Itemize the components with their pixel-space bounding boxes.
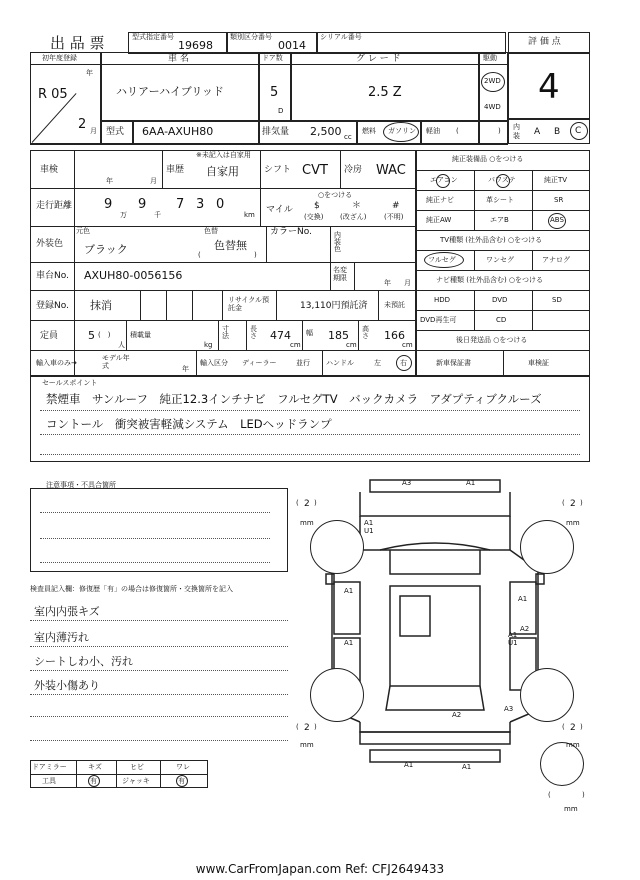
- use-label: 車歴: [166, 165, 185, 175]
- tread-rl-mm: mm: [300, 741, 314, 749]
- first-reg-month: 2: [78, 117, 87, 132]
- later-title: 後日発送品 ○をつける: [456, 336, 528, 344]
- model-no: 19698: [178, 39, 213, 52]
- sheet-title: 出 品 票: [50, 34, 105, 52]
- diesel-label: 軽油: [426, 127, 440, 135]
- dmg-rear-corner-a3: A3: [504, 705, 514, 713]
- doors-value: 5: [270, 85, 279, 100]
- capacity-unit: 人: [118, 341, 125, 349]
- import-label: 輸入車のみ→: [36, 359, 77, 367]
- mileage-digit-1: 9: [104, 197, 113, 212]
- mileage-label: 走行距離: [36, 201, 73, 211]
- mileage-digit-5: 0: [216, 197, 225, 212]
- nav-sd: SD: [552, 296, 562, 304]
- tread-fl-mm: mm: [300, 519, 314, 527]
- mileage-km: km: [244, 211, 255, 219]
- parallel-option: 並行: [296, 359, 310, 367]
- frame-label: 車台No.: [36, 271, 69, 281]
- rear-bumper: [370, 750, 500, 762]
- model-year-label: モデル年式: [102, 354, 130, 371]
- type-value: 6AA-AXUH80: [142, 125, 214, 138]
- dmg-rear-bumper-a1-left: A1: [404, 761, 414, 769]
- tire-front-left: [310, 520, 364, 574]
- capacity-value: 5: [88, 329, 95, 342]
- ninsho-value: 抹消: [90, 299, 112, 312]
- width-cm: cm: [346, 341, 357, 349]
- grade-value: 2.5 Z: [368, 85, 402, 100]
- tread-fr-mm: mm: [566, 519, 580, 527]
- type-label: 型式: [106, 127, 125, 137]
- color-no-label: カラーNo.: [270, 227, 312, 237]
- interior-label-1: 内: [513, 123, 520, 131]
- doors-suffix: D: [278, 107, 284, 115]
- color-value: ブラック: [84, 243, 128, 256]
- height-cm: cm: [402, 341, 413, 349]
- tire-front-right: [520, 520, 574, 574]
- recycle-no: 未預託: [384, 301, 405, 309]
- shift-value: CVT: [302, 163, 328, 178]
- tv-oneseg: ワンセグ: [486, 256, 514, 264]
- first-reg-label: 初年度登録: [42, 54, 77, 62]
- opt-powersteer: パワステ: [488, 176, 516, 184]
- recycle-label: リサイクル預託金: [228, 296, 270, 313]
- legend-scratch: キズ: [88, 763, 102, 771]
- legend-tools: 工具: [42, 777, 56, 785]
- drive-4wd: 4WD: [484, 103, 501, 111]
- tread-rr-mm: mm: [566, 741, 580, 749]
- use-value: 自家用: [206, 165, 239, 178]
- mileage-digit-3: 7: [176, 197, 185, 212]
- month-suffix: 月: [90, 127, 97, 135]
- opt-sr: SR: [554, 196, 564, 204]
- serial-label: シリアル番号: [320, 33, 362, 41]
- note-line-1: 室内内張キズ: [34, 605, 100, 618]
- color-change-label: 色替: [204, 227, 218, 235]
- opt-nav: 純正ナビ: [426, 196, 454, 204]
- exchange-note: (交換): [304, 213, 324, 221]
- capacity-label: 定員: [40, 331, 59, 341]
- length-value: 474: [270, 329, 291, 342]
- import-div-label: 輸入区分: [200, 359, 228, 367]
- tv-title: TV種類 (社外品含む) ○をつける: [440, 236, 543, 244]
- dmg-rear-bumper-a1-right: A1: [462, 763, 472, 771]
- int-color-label: 内装色: [334, 231, 341, 253]
- handle-right: 右: [400, 359, 407, 367]
- class-no-label: 類別区分番号: [230, 33, 272, 41]
- note-line-3: シートしわ小、汚れ: [34, 655, 133, 668]
- sales-line-2: コントール 衝突被害軽減システム LEDヘッドランプ: [46, 417, 332, 431]
- interior-grade-c: C: [575, 126, 582, 136]
- height-value: 166: [384, 329, 405, 342]
- recycle-value: 13,110円預託済: [300, 301, 368, 311]
- displacement-label: 排気量: [262, 127, 290, 137]
- ninsho-label: 登録No.: [36, 301, 69, 311]
- width-label: 幅: [306, 329, 313, 337]
- shift-label: シフト: [264, 165, 292, 175]
- shaken-month: 月: [150, 177, 157, 185]
- rear-hatch: [360, 732, 510, 744]
- hood: [360, 516, 510, 550]
- windshield: [390, 550, 480, 574]
- grade-label: グ レ ー ド: [356, 54, 401, 64]
- tread-fr: 2: [570, 499, 576, 509]
- load-unit: kg: [204, 341, 213, 349]
- legend-door-mirror: ドアミラー: [32, 763, 67, 771]
- interior-label-2: 装: [513, 132, 520, 140]
- dims-label: 寸法: [222, 325, 229, 340]
- opt-leather: 革シート: [486, 196, 514, 204]
- handle-label: ハンドル: [326, 359, 354, 367]
- interior-grade-b: B: [554, 127, 561, 137]
- shaken-year: 年: [106, 177, 113, 185]
- nav-dvd: DVD: [492, 296, 508, 304]
- later-shaken-cert: 車検証: [528, 359, 549, 367]
- color-orig-label: 元色: [76, 227, 90, 235]
- nav-cd: CD: [496, 316, 507, 324]
- dmg-right-quarter-a2: A2: [520, 625, 530, 633]
- car-name: ハリアーハイブリッド: [116, 85, 224, 98]
- drive-2wd: 2WD: [484, 77, 501, 85]
- mileage-sen: 千: [154, 211, 161, 219]
- fuel-value: ガソリン: [388, 127, 416, 135]
- doors-label: ドア数: [262, 54, 283, 62]
- shaken-label: 車検: [40, 165, 59, 175]
- site-watermark: www.CarFromJapan.com Ref: CFJ2649433: [195, 862, 445, 876]
- dmg-rear-hatch-a2: A2: [452, 711, 462, 719]
- tamper-note: (改ざん): [340, 213, 367, 221]
- sales-label: セールスポイント: [42, 379, 98, 387]
- drive-label: 駆動: [483, 54, 497, 62]
- class-no: 0014: [278, 39, 306, 52]
- mile-label: マイル: [266, 205, 293, 215]
- dmg-right-rear-a1: A1: [508, 631, 518, 639]
- dmg-right-front-door: A1: [518, 595, 528, 603]
- legend-crack: ヒビ: [130, 763, 144, 771]
- left-mirror: [326, 574, 334, 584]
- sunroof: [400, 596, 430, 636]
- legend-jack-yes: 有: [178, 777, 185, 785]
- rear-window: [386, 686, 484, 710]
- frame-value: AXUH80-0056156: [84, 269, 183, 282]
- mileage-digit-4: 3: [196, 197, 205, 212]
- nm-year: 年: [384, 279, 391, 287]
- mileage-circle-note: ○をつける: [318, 191, 353, 199]
- mileage-man: 万: [120, 211, 127, 219]
- use-note: ※未記入は自家用: [196, 151, 251, 159]
- nm-month: 月: [404, 279, 411, 287]
- tv-analog: アナログ: [542, 256, 570, 264]
- opt-tv: 純正TV: [544, 176, 568, 184]
- exchange-mark: $: [314, 201, 320, 211]
- tv-fullseg: フルセグ: [428, 256, 456, 264]
- note-line-2: 室内薄汚れ: [34, 631, 89, 644]
- opt-aircon: エアコン: [430, 176, 458, 184]
- inspector-label: 検査員記入欄：修復歴「有」の場合は修復箇所・交換箇所を記入: [30, 585, 233, 593]
- dmg-left-rear-door: A1: [344, 639, 354, 647]
- nav-title: ナビ種類 (社外品含む) ○をつける: [436, 276, 544, 284]
- tire-rear-left: [310, 668, 364, 722]
- right-mirror: [536, 574, 544, 584]
- tread-rr: 2: [570, 723, 576, 733]
- length-cm: cm: [290, 341, 301, 349]
- interior-grade-a: A: [534, 127, 541, 137]
- dmg-front-bumper-a1: A1: [466, 479, 476, 487]
- sales-line-1: 禁煙車 サンルーフ 純正12.3インチナビ フルセグTV バックカメラ アダプティブクルーズ: [46, 392, 542, 406]
- tamper-mark: ＊: [352, 201, 362, 211]
- fuel-label: 燃料: [362, 127, 376, 135]
- load-label: 積載量: [130, 331, 151, 339]
- tread-fl: 2: [304, 499, 310, 509]
- nav-dvd-play: DVD再生可: [420, 316, 457, 324]
- notes-title: 注意事項・不具合箇所: [46, 481, 116, 489]
- dmg-hood-u1: U1: [364, 527, 374, 535]
- tire-rear-right: [520, 668, 574, 722]
- score-value: 4: [538, 67, 560, 107]
- first-reg-era: R 05: [38, 87, 68, 102]
- displacement-value: 2,500: [310, 125, 342, 138]
- unknown-mark: #: [392, 201, 400, 211]
- ac-value: WAC: [376, 163, 406, 178]
- dealer-option: ディーラー: [242, 359, 277, 367]
- legend-jack: ジャッキ: [122, 777, 150, 785]
- options-title: 純正装備品 ○をつける: [452, 155, 524, 163]
- ac-label: 冷房: [344, 165, 363, 175]
- dmg-front-bumper-a3: A3: [402, 479, 412, 487]
- front-bumper: [370, 480, 500, 492]
- legend-tools-yes: 有: [90, 777, 97, 785]
- dmg-right-rear-u1: U1: [508, 639, 518, 647]
- notes-box: [30, 488, 288, 572]
- tread-rl: 2: [304, 723, 310, 733]
- unknown-note: (不明): [384, 213, 404, 221]
- opt-aw: 純正AW: [426, 216, 452, 224]
- later-warranty: 新車保証書: [436, 359, 471, 367]
- height-label: 高さ: [362, 325, 369, 340]
- model-no-label: 型式指定番号: [132, 33, 174, 41]
- car-name-label: 車 名: [168, 54, 189, 64]
- dmg-hood-a1: A1: [364, 519, 374, 527]
- legend-break: ワレ: [176, 763, 190, 771]
- color-label: 外装色: [36, 239, 64, 249]
- handle-left: 左: [374, 359, 381, 367]
- color-change-value: 色替無: [214, 239, 247, 252]
- mileage-digit-2: 9: [138, 197, 147, 212]
- name-change-label: 名変期限: [333, 266, 347, 283]
- year-suffix: 年: [86, 69, 93, 77]
- dmg-left-front-door: A1: [344, 587, 354, 595]
- cc-unit: cc: [344, 133, 352, 141]
- opt-airbag: エアB: [490, 216, 509, 224]
- note-line-4: 外装小傷あり: [34, 679, 100, 692]
- width-value: 185: [328, 329, 349, 342]
- front-hood-top: [360, 492, 510, 516]
- length-label: 長さ: [250, 325, 257, 340]
- tread-spare-mm: mm: [564, 805, 578, 813]
- windshield-top: [380, 543, 490, 550]
- score-label: 評 価 点: [528, 37, 561, 47]
- nav-hdd: HDD: [434, 296, 451, 304]
- opt-abs: ABS: [550, 216, 564, 224]
